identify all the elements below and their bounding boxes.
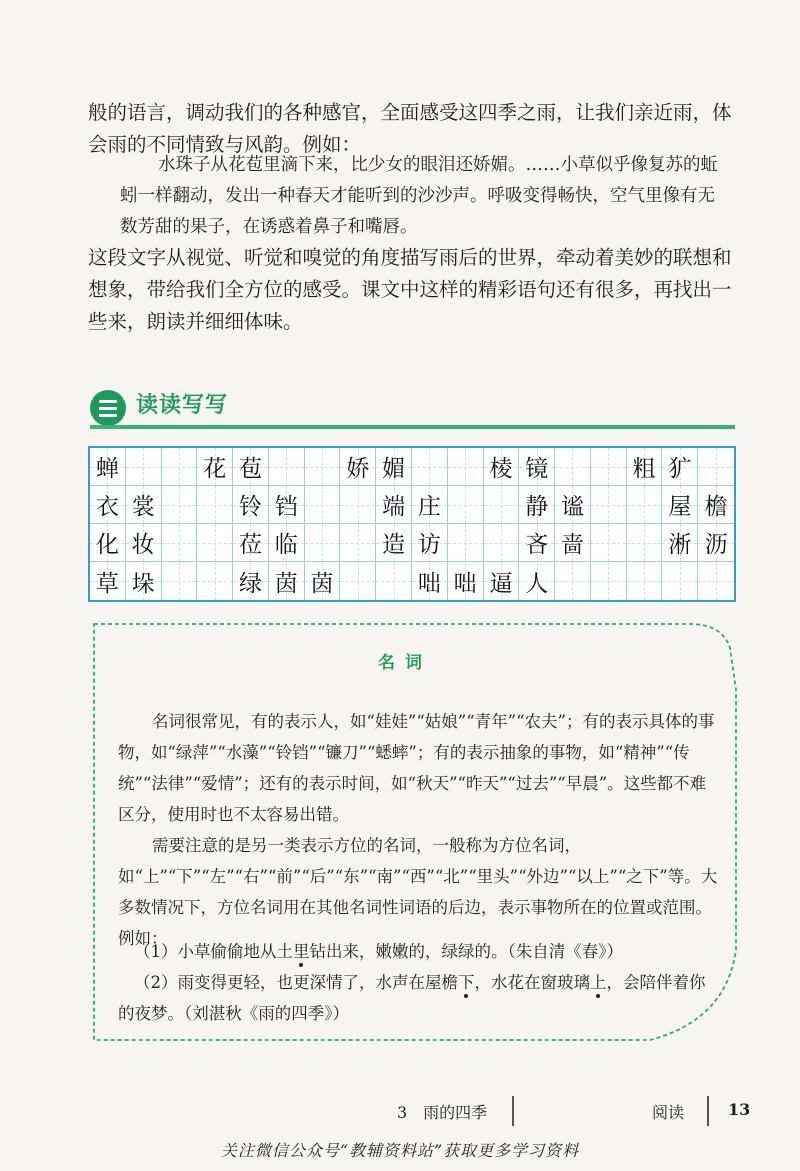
grid-cell	[197, 486, 233, 524]
grid-cell	[340, 562, 376, 600]
grid-character: 花	[203, 456, 227, 482]
grid-character: 茵	[310, 570, 334, 597]
grid-cell	[305, 524, 341, 562]
grid-character: 临	[274, 532, 298, 558]
example-1-emphasis: 里	[293, 942, 310, 961]
grid-cell	[269, 524, 305, 562]
grid-cell	[269, 486, 305, 524]
grid-cell	[448, 524, 484, 562]
grid-cell	[448, 448, 484, 486]
grid-character: 淅	[668, 532, 692, 558]
grid-cell	[90, 448, 126, 486]
grid-character: 妆	[131, 532, 155, 558]
grid-cell	[305, 562, 341, 600]
note-paragraph-2: 需要注意的是另一类表示方位的名词，一般称为方位名词，如“上”“下”“左”“右”“前”“后”“东”“南”“西”“北”“里头”“外边”“以上”“之下”等。大多数情况下，方位名词用在其他名词性词语的后边，表示事物所在的位置或范围。例如：	[118, 836, 718, 948]
example-1-text-b: 钻出来，嫩嫩的，绿绿的。（朱自清《春》）	[309, 942, 623, 961]
grid-cell	[162, 486, 198, 524]
grid-character: 棱	[489, 456, 513, 482]
note-title: 名词	[378, 653, 432, 673]
grid-character: 谧	[560, 494, 584, 520]
grid-character: 草	[95, 570, 119, 597]
grid-cell	[519, 524, 555, 562]
section-underline	[90, 425, 735, 429]
grid-character: 吝	[525, 532, 549, 558]
grid-character: 化	[95, 532, 119, 558]
grid-cell	[484, 524, 520, 562]
grid-cell	[519, 562, 555, 600]
grid-character: 访	[417, 532, 441, 558]
grid-cell	[305, 448, 341, 486]
grid-cell	[90, 486, 126, 524]
section-title: 读读写写	[136, 392, 229, 418]
grid-character: 逼	[489, 570, 513, 597]
section-header	[90, 388, 735, 432]
bottom-note: 关注微信公众号“教辅资料站”获取更多学习资料	[220, 1141, 580, 1160]
grid-cell	[340, 448, 376, 486]
grid-cell	[126, 524, 162, 562]
grid-character: 沥	[704, 532, 728, 558]
grid-character: 静	[525, 494, 549, 520]
example-2-emphasis-2: 上	[590, 973, 607, 992]
grid-cell	[162, 562, 198, 600]
grid-cell	[126, 448, 162, 486]
grid-character: 铃	[238, 494, 262, 520]
grid-character: 衣	[95, 494, 119, 520]
grid-cell	[376, 486, 412, 524]
grid-cell	[90, 562, 126, 600]
grid-character: 莅	[238, 532, 262, 558]
section-three-icon	[90, 390, 126, 426]
grid-cell	[698, 562, 734, 600]
grid-cell	[412, 524, 448, 562]
grid-character: 犷	[668, 456, 692, 482]
vocabulary-grid	[88, 446, 736, 602]
grid-cell	[376, 524, 412, 562]
grid-cell	[412, 448, 448, 486]
grid-cell	[376, 562, 412, 600]
grid-character: 屋	[668, 494, 692, 520]
grid-cell	[591, 486, 627, 524]
grid-character: 咄	[453, 570, 477, 597]
grid-character: 镜	[525, 456, 549, 482]
footer-divider-left	[512, 1096, 514, 1126]
unit-name: 阅读	[652, 1103, 685, 1122]
grid-cell	[376, 448, 412, 486]
quoted-passage: 水珠子从花苞里滴下来，比少女的眼泪还娇媚。……小草似乎像复苏的蚯蚓一样翻动，发出一种春天才能听到的沙沙声。呼吸变得畅快，空气里像有无数芳甜的果子，在诱惑着鼻子和嘴唇。	[120, 155, 718, 237]
grid-character: 蝉	[95, 456, 119, 482]
grid-character: 咄	[417, 570, 441, 597]
grid-cell	[197, 524, 233, 562]
page-number: 13	[728, 1100, 751, 1119]
example-1-text-a: （1）小草偷偷地从土	[134, 942, 293, 961]
grid-cell	[662, 448, 698, 486]
grid-character: 造	[382, 532, 406, 558]
grid-cell	[340, 486, 376, 524]
grid-cell	[412, 486, 448, 524]
footer-divider-right	[707, 1096, 709, 1126]
grid-character: 垛	[131, 570, 155, 597]
grid-cell	[662, 486, 698, 524]
grid-cell	[340, 524, 376, 562]
grid-character: 绿	[238, 570, 262, 597]
grid-character: 粗	[632, 456, 656, 482]
grid-cell	[555, 524, 591, 562]
grid-cell	[484, 562, 520, 600]
grid-cell	[233, 524, 269, 562]
grid-cell	[233, 448, 269, 486]
note-box	[90, 620, 760, 1045]
grid-cell	[484, 486, 520, 524]
grid-character: 娇	[346, 456, 370, 482]
grid-character: 裳	[131, 494, 155, 520]
grid-cell	[448, 562, 484, 600]
grid-character: 庄	[417, 494, 441, 520]
grid-cell	[698, 448, 734, 486]
grid-cell	[698, 486, 734, 524]
grid-cell	[627, 524, 663, 562]
grid-cell	[662, 524, 698, 562]
grid-cell	[412, 562, 448, 600]
grid-character: 苞	[238, 456, 262, 482]
analysis-paragraph: 这段文字从视觉、听觉和嗅觉的角度描写雨后的世界，牵动着美妙的联想和想象，带给我们全方位的感受。课文中这样的精彩语句还有很多，再找出一些来，朗读并细细体味。	[88, 246, 732, 333]
grid-cell	[555, 448, 591, 486]
grid-character: 檐	[704, 494, 728, 520]
grid-cell	[627, 448, 663, 486]
grid-character: 端	[382, 494, 406, 520]
grid-cell	[269, 562, 305, 600]
grid-cell	[162, 524, 198, 562]
grid-cell	[662, 562, 698, 600]
grid-cell	[233, 486, 269, 524]
grid-character: 茵	[274, 570, 298, 597]
grid-character: 啬	[560, 532, 584, 558]
grid-cell	[197, 448, 233, 486]
grid-character: 媚	[382, 456, 406, 482]
grid-character: 人	[525, 570, 549, 597]
grid-cell	[591, 448, 627, 486]
example-2-emphasis-1: 下	[458, 973, 475, 992]
grid-cell	[519, 448, 555, 486]
grid-character: 铛	[274, 494, 298, 520]
grid-cell	[627, 562, 663, 600]
grid-cell	[448, 486, 484, 524]
grid-cell	[233, 562, 269, 600]
example-2-text-a: （2）雨变得更轻，也更深情了，水声在屋檐	[134, 973, 458, 992]
grid-cell	[162, 448, 198, 486]
grid-cell	[627, 486, 663, 524]
grid-cell	[591, 524, 627, 562]
grid-cell	[591, 562, 627, 600]
note-paragraph-1: 名词很常见，有的表示人，如“娃娃”“姑娘”“青年”“农夫”；有的表示具体的事物，如“绿萍”“水藻”“铃铛”“镰刀”“蟋蟀”；有的表示抽象的事物，如“精神”“传统”“法律”“爱情”；还有的表示时间，如“秋天”“昨天”“过去”“早晨”。这些都不难区分，使用时也不太容易出错。	[118, 712, 715, 824]
note-example-1	[118, 936, 718, 967]
grid-cell	[269, 448, 305, 486]
grid-cell	[197, 562, 233, 600]
grid-cell	[305, 486, 341, 524]
example-2-text-b: ，水花在窗玻璃	[474, 973, 590, 992]
grid-cell	[555, 486, 591, 524]
grid-cell	[90, 524, 126, 562]
intro-paragraph: 般的语言，调动我们的各种感官，全面感受这四季之雨，让我们亲近雨，体会雨的不同情致与风韵。例如：	[88, 101, 732, 156]
grid-cell	[484, 448, 520, 486]
example-2-text-c: ，会陪伴着你的夜梦。（刘湛秋《雨的四季》）	[118, 973, 706, 1023]
note-example-2	[118, 967, 718, 1029]
lesson-title: 3 雨的四季	[397, 1103, 488, 1122]
grid-cell	[126, 486, 162, 524]
grid-cell	[519, 486, 555, 524]
grid-cell	[126, 562, 162, 600]
grid-cell	[555, 562, 591, 600]
grid-cell	[698, 524, 734, 562]
